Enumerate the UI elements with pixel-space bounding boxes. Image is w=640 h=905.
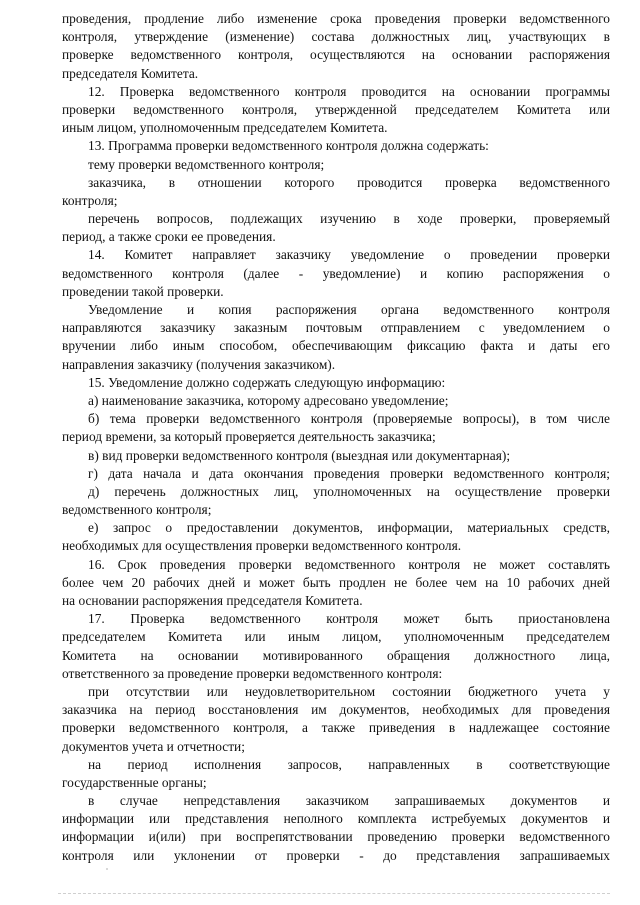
text-line: 14. Комитет направляет заказчику уведомление о проведении проверки	[88, 247, 610, 263]
text-line: проверке ведомственного контроля, осуществляются на основании распоряжения	[62, 47, 610, 63]
text-line: заказчика на период восстановления им документов, необходимых для проведения	[62, 702, 610, 718]
document-body	[62, 10, 610, 865]
text-line: перечень вопросов, подлежащих изучению в ходе проверки, проверяемый	[88, 211, 610, 227]
text-line: в случае непредставления заказчиком запрашиваемых документов и	[88, 793, 610, 809]
text-line: г) дата начала и дата окончания проведения проверки ведомственного контроля;	[88, 465, 610, 481]
text-line: 16. Срок проведения проверки ведомственного контроля не может составлять	[88, 556, 610, 572]
text-line: направления заказчику (получения заказчиком).	[62, 356, 336, 372]
text-line: 17. Проверка ведомственного контроля может быть приостановлена	[88, 611, 610, 627]
text-line: контроля или уклонении от проверки - до представления запрашиваемых	[62, 847, 610, 863]
text-line: проведении такой проверки.	[62, 283, 224, 299]
text-line: 13. Программа проверки ведомственного контроля должна содержать:	[88, 138, 489, 154]
text-line: период, а также сроки ее проведения.	[62, 229, 276, 245]
text-line: 12. Проверка ведомственного контроля проводится на основании программы	[88, 83, 610, 99]
text-line: Комитета на основании мотивированного обращения должностного лица,	[62, 647, 610, 663]
text-line: на период исполнения запросов, направленных в соответствующие	[88, 756, 610, 772]
text-line: информации или представления неполного комплекта истребуемых документов и	[62, 811, 610, 827]
text-line: ведомственного контроля (далее - уведомление) и копию распоряжения о	[62, 265, 610, 281]
text-line: ведомственного контроля;	[62, 502, 212, 518]
text-line: тему проверки ведомственного контроля;	[88, 156, 325, 172]
page-bottom-rule	[58, 893, 610, 894]
document-page	[62, 10, 610, 865]
text-line: проверки ведомственного контроля, утвержденной председателем Комитета или	[62, 101, 610, 117]
text-line: е) запрос о предоставлении документов, информации, материальных средств,	[88, 520, 610, 536]
text-line: б) тема проверки ведомственного контроля (проверяемые вопросы), в том числе	[88, 411, 610, 427]
text-line: в) вид проверки ведомственного контроля (выездная или документарная);	[88, 447, 511, 463]
text-line: необходимых для осуществления проверки ведомственного контроля.	[62, 538, 462, 554]
text-line: при отсутствии или неудовлетворительном состоянии бюджетного учета у	[88, 683, 610, 699]
text-line: контроля, утверждение (изменение) состава должностных лиц, участвующих в	[62, 29, 610, 45]
text-line: а) наименование заказчика, которому адресовано уведомление;	[88, 392, 449, 408]
text-line: председателя Комитета.	[62, 65, 199, 81]
text-line: период времени, за который проверяется деятельность заказчика;	[62, 429, 436, 445]
text-line: проверки ведомственного контроля, а также приведения в надлежащее состояние	[62, 720, 610, 736]
text-line: ответственного за проведение проверки ведомственного контроля:	[62, 665, 443, 681]
text-line: на основании распоряжения председателя Комитета.	[62, 593, 363, 608]
text-line: заказчика, в отношении которого проводится проверка ведомственного	[88, 174, 610, 190]
scan-speck	[106, 868, 108, 870]
text-line: иным лицом, уполномоченным председателем Комитета.	[62, 120, 388, 136]
text-line: направляются заказчику заказным почтовым отправлением с уведомлением о	[62, 320, 610, 336]
text-line: д) перечень должностных лиц, уполномоченных на осуществление проверки	[88, 483, 610, 499]
text-line: контроля;	[62, 192, 118, 208]
text-line: Уведомление и копия распоряжения органа ведомственного контроля	[88, 302, 610, 317]
text-line: более чем 20 рабочих дней и может быть продлен не более чем на 10 рабочих дней	[62, 574, 610, 590]
text-line: государственные органы;	[62, 774, 207, 790]
text-line: 15. Уведомление должно содержать следующую информацию:	[88, 374, 446, 390]
text-line: проведения, продление либо изменение срока проведения проверки ведомственного	[62, 11, 610, 26]
text-line: вручении либо иным способом, обеспечивающим фиксацию факта и даты его	[62, 338, 610, 354]
text-line: документов учета и отчетности;	[62, 738, 245, 754]
text-line: информации и(или) при воспрепятствовании проведению проверки ведомственного	[62, 829, 610, 845]
text-line: председателем Комитета или иным лицом, уполномоченным председателем	[62, 629, 610, 645]
